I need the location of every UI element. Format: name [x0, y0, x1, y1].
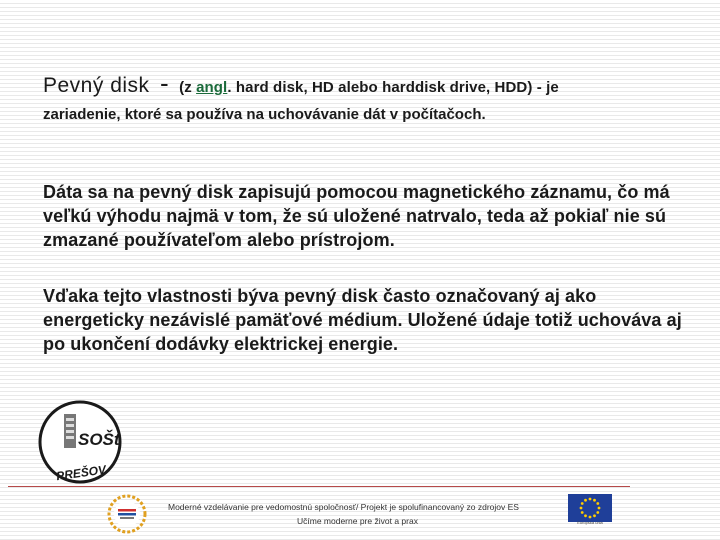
title-dash: -: [160, 68, 169, 98]
intro-line-2: zariadenie, ktoré sa používa na uchovávanie dát v počítačoch.: [43, 106, 486, 123]
school-logo: [34, 400, 130, 490]
logo-letters: SOŠt: [78, 430, 120, 449]
eu-flag-icon: [566, 492, 614, 536]
logo-city: PREŠOV: [55, 462, 107, 484]
term-title: Pevný disk: [43, 74, 150, 97]
paragraph-non-volatile: Vďaka tejto vlastnosti býva pevný disk často označovaný aj ako energeticky nezávislé pamäťové médium. Uložené údaje totiž uchováva aj po ukončení dodávky elektrickej energie.: [43, 286, 682, 354]
intro-definition: [43, 68, 683, 125]
paren-open: (z: [179, 79, 197, 96]
footer-motto: Učíme moderne pre život a prax: [297, 516, 418, 526]
project-emblem: [104, 494, 150, 536]
footer-rule: [8, 486, 630, 487]
paragraph-magnetic-recording: Dáta sa na pevný disk zapisujú pomocou magnetického záznamu, čo má veľkú výhodu najmä v tom, že sú uložené natrvalo, teda až pokiaľ nie sú zmazané používateľom alebo prístrojom.: [43, 182, 670, 250]
footer-project-line: Moderné vzdelávanie pre vedomostnú spoločnosť/ Projekt je spolufinancovaný zo zdrojov ES: [168, 502, 519, 512]
angl-link[interactable]: angl: [196, 79, 228, 96]
intro-line-1: [43, 68, 683, 103]
eu-caption: Európska únia: [577, 520, 603, 525]
paren-rest: . hard disk, HD alebo harddisk drive, HDD) - je: [227, 79, 559, 96]
